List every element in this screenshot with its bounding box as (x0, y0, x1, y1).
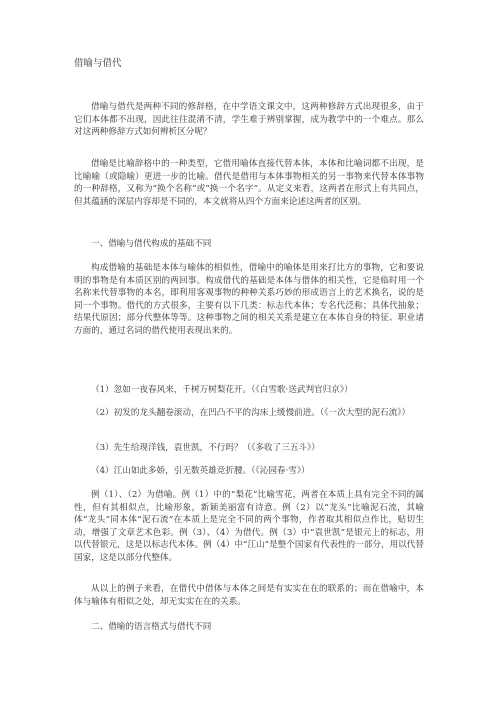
paragraph-basis: 构成借喻的基础是本体与喻体的相似性，借喻中的喻体是用来打比方的事物，它和要说明的事物是有本质区别的两回事。构成借代的基础是本体与借体的相关性，它是临时用一个名称来代替事物的本名，即利用客观事物的种种关系巧妙的形成语言上的艺术换名，说的是同一个事物。借代的方式很多，主要有以下几类：标志代本体；专名代泛称；具体代抽象；结果代原因；部分代整体等等。这种事物之间的相关关系是建立在本体自身的特征、职业诸方面的，通过名词的借代使用表现出来的。 (74, 263, 424, 336)
section-heading-2: 二、借喻的语言格式与借代不同 (91, 622, 212, 632)
document-title: 借喻与借代 (74, 58, 122, 69)
section-heading-1: 一、借喻与借代构成的基础不同 (91, 239, 212, 249)
paragraph-analysis: 例（1）、（2）为借喻。例（1）中的“梨花”比喻雪花，两者在本质上具有完全不同的属性，但有其相似点，比喻形象，新颖美丽富有诗意。例（2）以“龙头”比喻泥石流，其喻体“龙头”同本体“泥石流”在本质上是完全不同的两个事物，作者取其相似点作比，贴切生动，增强了文章艺术色彩。例（3）、（4）为借代。例（3）中“袁世凯”是银元上的标志，用以代替银元，这是以标志代本体。例（4）中“江山”是整个国家有代表性的一部分，用以代替国家，这是以部分代整体。 (74, 490, 424, 563)
example-quote-4: （4）江山如此多娇，引无数英雄竞折腰。（《沁园春·雪》） (91, 466, 310, 476)
example-quote-3: （3）先生给现洋钱，袁世凯，不行吗？（《多收了三五斗》） (91, 443, 320, 453)
example-quote-2: （2）初发的龙头翻卷滚动，在凹凸不平的沟床上缓慢前进。（《一次大型的泥石流》） (91, 408, 411, 418)
paragraph-intro: 借喻与借代是两种不同的修辞格，在中学语文课文中，这两种修辞方式出现很多，由于它们本体都不出现，因此往往混淆不清，学生难于辨别掌握，成为教学中的一个难点。那么对这两种修辞方式如何辨析区分呢？ (74, 102, 424, 138)
example-quote-1: （1）忽如一夜春风来，千树万树梨花开。（《白雪歌·送武判官归京》） (91, 385, 353, 395)
paragraph-definitions: 借喻是比喻辞格中的一种类型，它借用喻体直接代替本体，本体和比喻词都不出现，是比喻喻（或隐喻）更进一步的比喻。借代是借用与本体事物相关的另一事物来代替本体事物的一种辞格，又称为“换个名称”或“换一个名字”。从定义来看，这两者在形式上有共同点，但其蕴涵的深层内容却是不同的，本文就将从四个方面来论述这两者的区别。 (74, 159, 424, 207)
paragraph-summary: 从以上的例子来看，在借代中借体与本体之间是有实实在在的联系的；而在借喻中，本体与喻体有相似之处，却无实实在在的关系。 (74, 584, 424, 607)
